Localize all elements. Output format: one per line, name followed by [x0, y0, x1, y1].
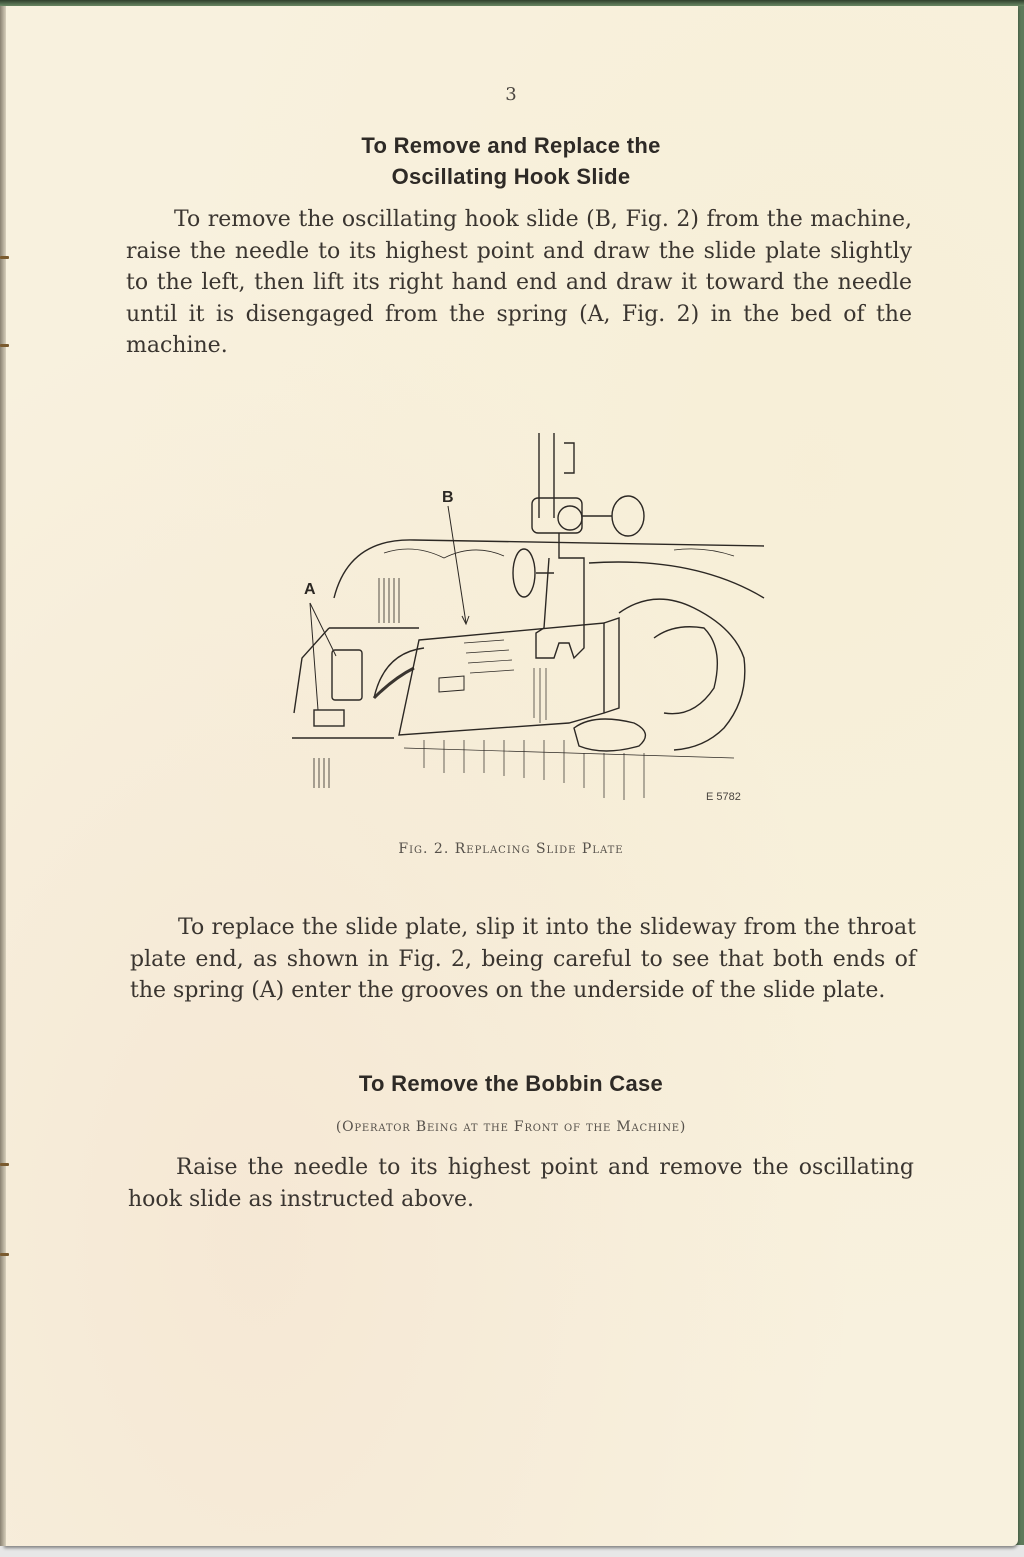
page-number: 3 — [505, 84, 517, 105]
background-bottom — [0, 1545, 1024, 1557]
figure-2-illustration — [274, 428, 774, 818]
paragraph-remove-bobbin: Raise the needle to its highest point and remove the oscillating hook slide as instructed above. — [128, 1155, 914, 1212]
figure-label-b: B — [442, 489, 454, 506]
staple — [0, 344, 9, 347]
staple — [0, 256, 9, 259]
figure-code: E 5782 — [706, 791, 741, 803]
document-page — [4, 6, 1018, 1546]
staple — [0, 1253, 9, 1256]
section-heading-remove-replace-line2: Oscillating Hook Slide — [391, 164, 631, 189]
figure-label-a: A — [304, 581, 316, 598]
paragraph-remove-slide: To remove the oscillating hook slide (B, Fig. 2) from the machine, raise the needle to its highest point and draw the slide plate slightly to the left, then lift its right hand end and draw it toward the needle until it is disengaged from the spring (A, Fig. 2) in the bed of the machine. — [126, 207, 912, 358]
section-subheading-operator: (Operator Being at the Front of the Machine) — [335, 1119, 687, 1135]
figure-caption: Fig. 2. Replacing Slide Plate — [398, 841, 624, 857]
staple — [0, 1163, 9, 1166]
sewing-machine-drawing — [274, 428, 774, 818]
binding-edge — [0, 6, 6, 1546]
section-heading-remove-replace-line1: To Remove and Replace the — [361, 133, 661, 158]
paragraph-replace-slide: To replace the slide plate, slip it into the slideway from the throat plate end, as shown in Fig. 2, being careful to see that both ends of the spring (A) enter the grooves on the underside of the slide plate. — [130, 915, 916, 1003]
section-heading-bobbin-case: To Remove the Bobbin Case — [358, 1071, 664, 1096]
